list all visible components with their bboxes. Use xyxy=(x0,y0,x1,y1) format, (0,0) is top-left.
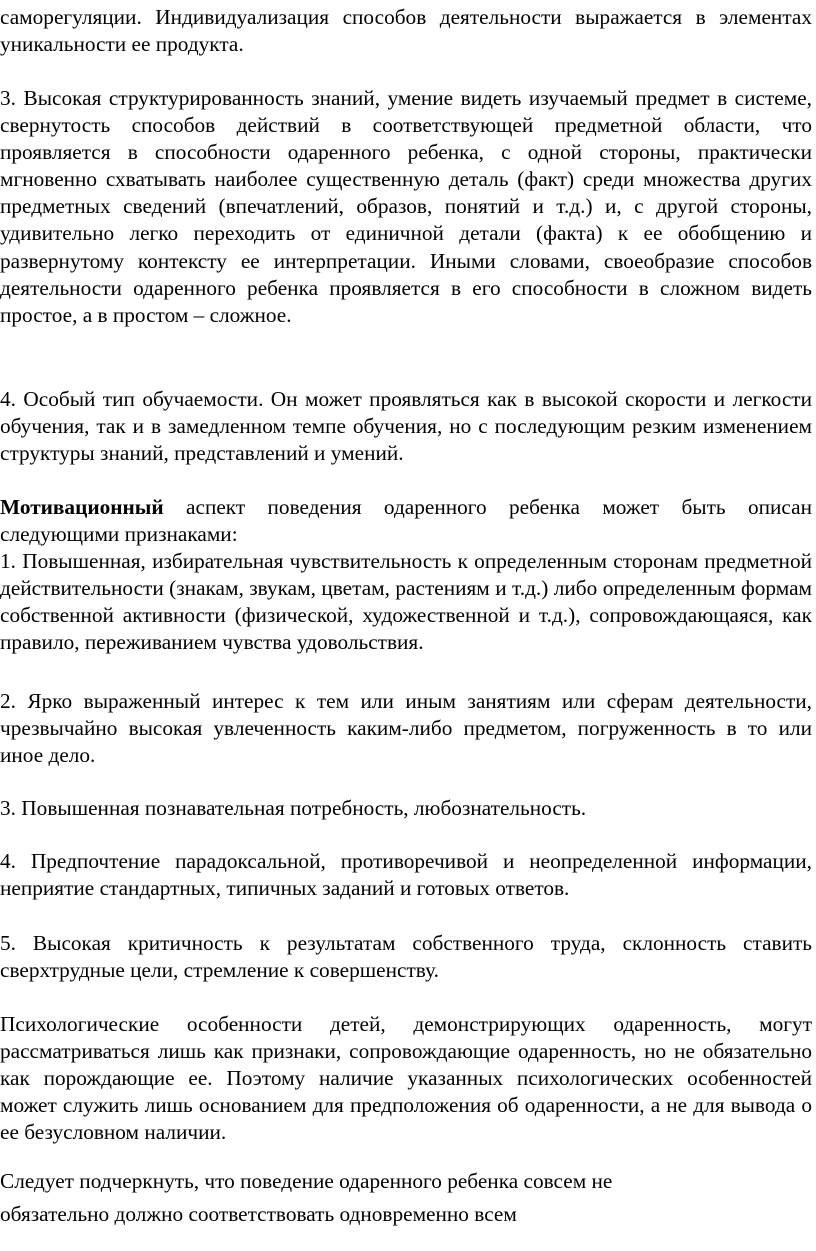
paragraph-conclusion xyxy=(0,1165,812,1231)
paragraph-motivational-aspect xyxy=(0,494,812,657)
paragraph-cognitive-need: 3. Повышенная познавательная потребность, любознательность. xyxy=(0,796,587,820)
paragraph-self-regulation: саморегуляции. Индивидуализация способов деятельности выражается в элементах уникальности ее продукта. xyxy=(0,5,812,57)
paragraph-learning-type: 4. Особый тип обучаемости. Он может проявляться как в высокой скорости и легкости обучения, так и в замедленном темпе обучения, но с последующим резким изменением структуры знаний, представлений и умений. xyxy=(0,387,812,466)
paragraph-knowledge-structure: 3. Высокая структурированность знаний, умение видеть изучаемый предмет в системе, свернутость способов действий в соответствующей предметной области, что проявляется в способности одаренного ребенка, с одной стороны, практически мгновенно схватывать наиболее существенную деталь (факт) среди множества других предметных сведений (впечатлений, образов, понятий и т.д.) и, с другой стороны, удивительно легко переходить от единичной детали (факта) к ее обобщению и развернутому контексту ее интерпретации. Иными словами, своеобразие способов деятельности одаренного ребенка проявляется в его способности в сложном видеть простое, а в простом – сложное. xyxy=(0,86,812,327)
motivational-heading: Мотивационный xyxy=(0,495,164,519)
paragraph-paradox-preference: 4. Предпочтение парадоксальной, противоречивой и неопределенной информации, неприятие стандартных, типичных заданий и готовых ответов. xyxy=(0,849,812,901)
motivational-item-1: 1. Повышенная, избирательная чувствительность к определенным сторонам предметной действительности (знакам, звукам, цветам, растениям и т.д.) либо определенным формам собственной активности (физической, художественной и т.д.), сопровождающаяся, как правило, переживанием чувства удовольствия. xyxy=(0,549,812,655)
motivational-intro xyxy=(0,494,812,548)
paragraph-self-criticism: 5. Высокая критичность к результатам собственного труда, склонность ставить сверхтрудные цели, стремление к совершенству. xyxy=(0,931,812,983)
paragraph-psychological-features: Психологические особенности детей, демонстрирующих одаренность, могут рассматриваться лишь как признаки, сопровождающие одаренность, но не обязательно как порождающие ее. Поэтому наличие указанных психологических особенностей может служить лишь основанием для предположения об одаренности, а не для вывода о ее безусловном наличии. xyxy=(0,1012,812,1145)
paragraph-interest: 2. Ярко выраженный интерес к тем или иным занятиям или сферам деятельности, чрезвычайно высокая увлеченность каким-либо предметом, погруженность в то или иное дело. xyxy=(0,689,812,768)
conclusion-line-1: Следует подчеркнуть, что поведение одаренного ребенка совсем не xyxy=(0,1169,613,1193)
conclusion-line-2: обязательно должно соответствовать одновременно всем xyxy=(0,1202,517,1226)
motivational-intro-text: аспект поведения одаренного ребенка может быть описан следующими признаками: xyxy=(0,495,812,547)
